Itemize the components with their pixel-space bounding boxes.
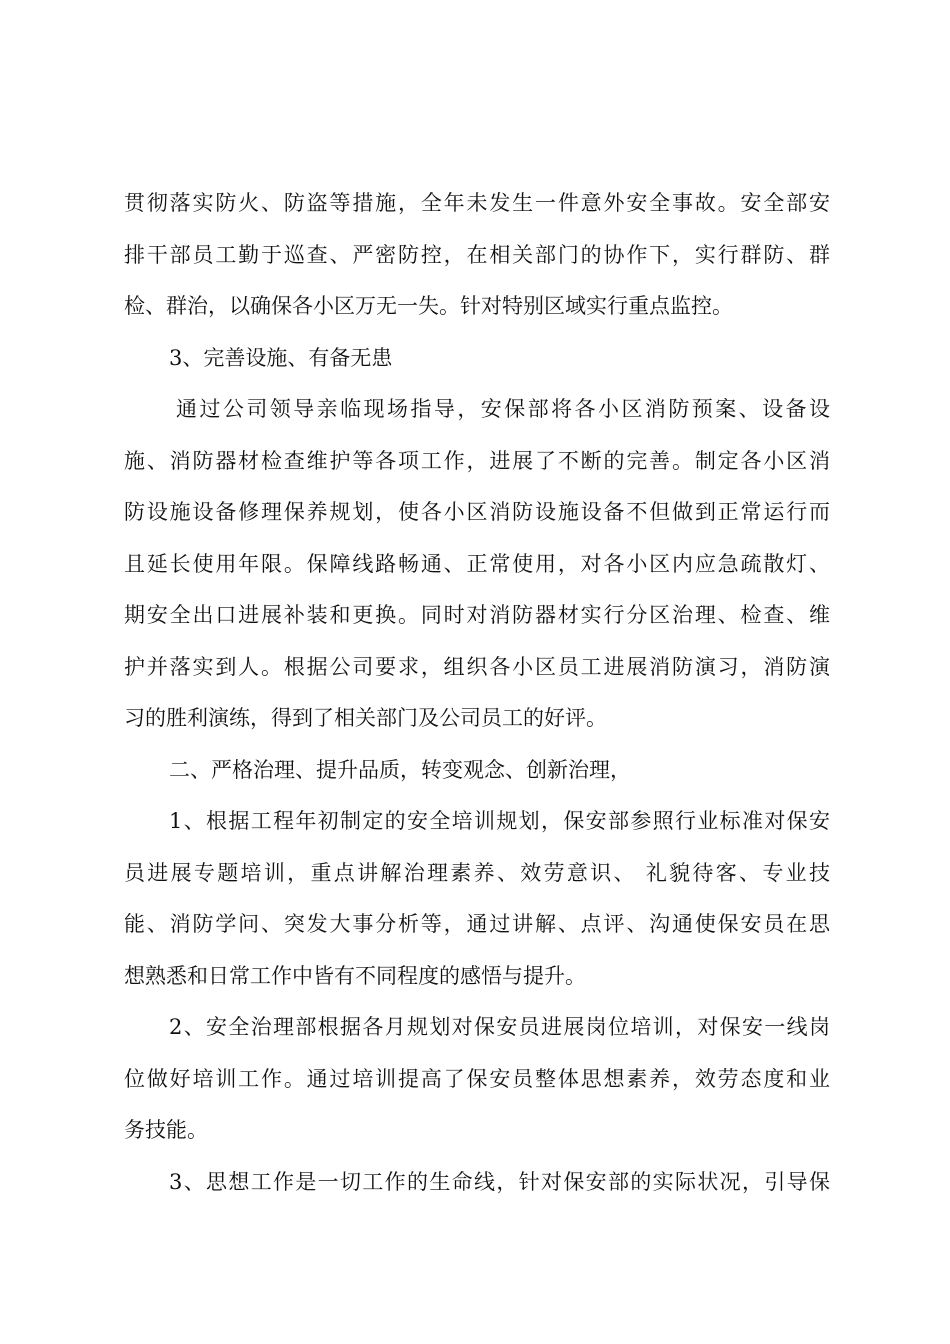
paragraph-line: 能、消防学问、突发大事分析等，通过讲解、点评、沟通使保安员在思 — [124, 912, 830, 936]
paragraph-line: 习的胜利演练，得到了相关部门及公司员工的好评。 — [124, 706, 607, 730]
section-heading: 二、严格治理、提升品质，转变观念、创新治理， — [169, 757, 631, 782]
paragraph-line: 期安全出口进展补装和更换。同时对消防器材实行分区治理、检查、维 — [124, 603, 830, 627]
section-heading: 3、完善设施、有备无患 — [169, 345, 393, 370]
paragraph-line: 排干部员工勤于巡查、严密防控，在相关部门的协作下，实行群防、群 — [124, 242, 830, 267]
paragraph-line: 员进展专题培训，重点讲解治理素养、效劳意识、 礼貌待客、专业技 — [124, 860, 830, 885]
paragraph-line: 2、安全治理部根据各月规划对保安员进展岗位培训，对保安一线岗 — [169, 1015, 830, 1039]
paragraph-line: 护并落实到人。根据公司要求，组织各小区员工进展消防演习，消防演 — [124, 654, 830, 679]
paragraph-line: 1、根据工程年初制定的安全培训规划，保安部参照行业标准对保安 — [169, 809, 830, 833]
paragraph-line: 贯彻落实防火、防盗等措施，全年未发生一件意外安全事故。安全部安 — [124, 191, 830, 215]
paragraph-line: 3、思想工作是一切工作的生命线，针对保安部的实际状况，引导保 — [169, 1169, 830, 1194]
paragraph-line: 防设施设备修理保养规划，使各小区消防设施设备不但做到正常运行而 — [124, 500, 830, 524]
paragraph-line: 位做好培训工作。通过培训提高了保安员整体思想素养，效劳态度和业 — [124, 1066, 830, 1091]
paragraph-line: 通过公司领导亲临现场指导，安保部将各小区消防预案、设备设 — [176, 397, 830, 421]
paragraph-line: 检、群治，以确保各小区万无一失。针对特别区域实行重点监控。 — [124, 294, 733, 318]
paragraph-line: 务技能。 — [124, 1118, 208, 1142]
paragraph-line: 施、消防器材检查维护等各项工作，进展了不断的完善。制定各小区消 — [124, 448, 830, 473]
paragraph-line: 且延长使用年限。保障线路畅通、正常使用，对各小区内应急疏散灯、 — [124, 551, 830, 576]
document-body — [124, 178, 830, 1208]
paragraph-line: 想熟悉和日常工作中皆有不同程度的感悟与提升。 — [124, 963, 586, 988]
